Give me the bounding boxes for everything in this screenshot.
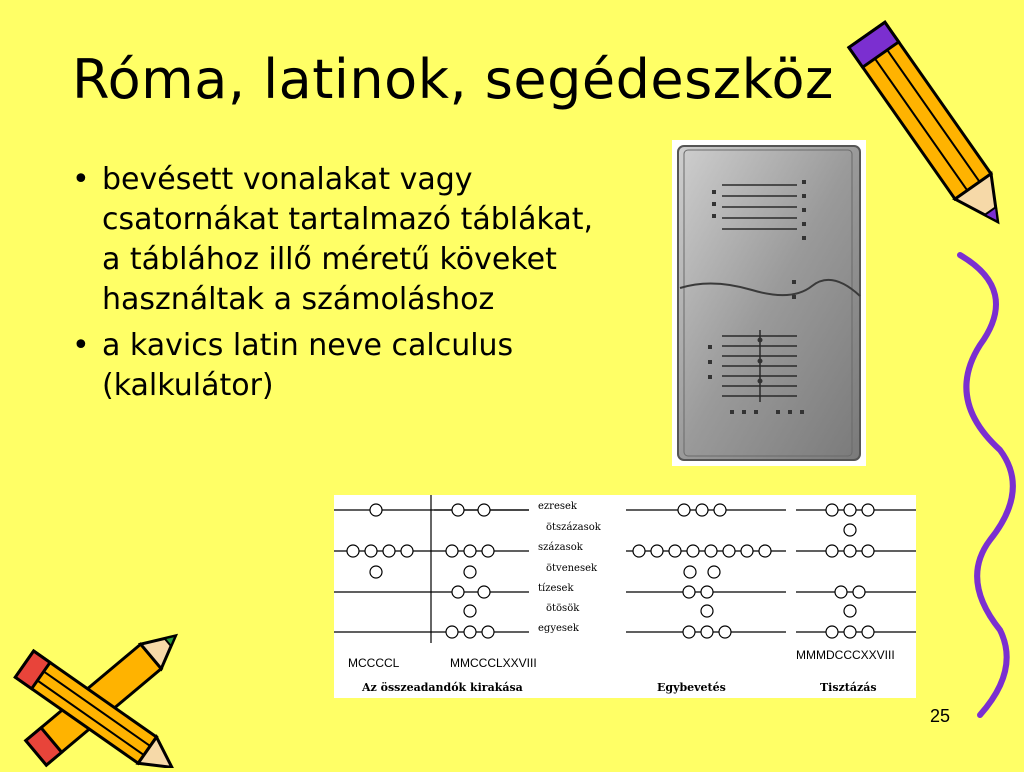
operand-value: MMCCCLXXVIII (450, 656, 537, 670)
crossed-pencils-icon (0, 610, 210, 768)
slide-title: Róma, latinok, segédeszköz (72, 48, 834, 111)
abacus-row-label: ötszázasok (546, 522, 601, 533)
abacus-diagram (334, 495, 916, 698)
bullet-symbol: • (72, 328, 90, 363)
bullet-symbol: • (72, 162, 90, 197)
abacus-caption: Egybevetés (657, 681, 726, 694)
operand-value: MMMDCCCXXVIII (796, 648, 895, 662)
page-number: 25 (930, 706, 951, 726)
abacus-row-label: egyesek (538, 623, 579, 634)
abacus-row-label: ezresek (538, 501, 577, 512)
squiggle-decoration (950, 250, 1024, 720)
bullet-text: bevésett vonalakat vagy csatornákat tartalmazó táblákat, a táblához illő méretű köveket használtak a számoláshoz (102, 162, 594, 317)
abacus-caption: Tisztázás (820, 681, 877, 694)
abacus-row-label: ötvenesek (546, 563, 598, 574)
abacus-row-label: ötösök (546, 603, 580, 614)
bullet-item (72, 160, 612, 320)
bullet-list (72, 160, 612, 412)
counting-tablet-image (672, 140, 866, 466)
bullet-item (72, 326, 612, 406)
abacus-row-label: százasok (538, 542, 583, 553)
pencil-icon (840, 0, 1024, 250)
abacus-caption: Az összeadandók kirakása (362, 681, 523, 694)
abacus-row-label: tízesek (538, 583, 574, 594)
bullet-text: a kavics latin neve calculus (kalkulátor) (102, 328, 514, 403)
operand-value: MCCCCL (348, 656, 400, 670)
